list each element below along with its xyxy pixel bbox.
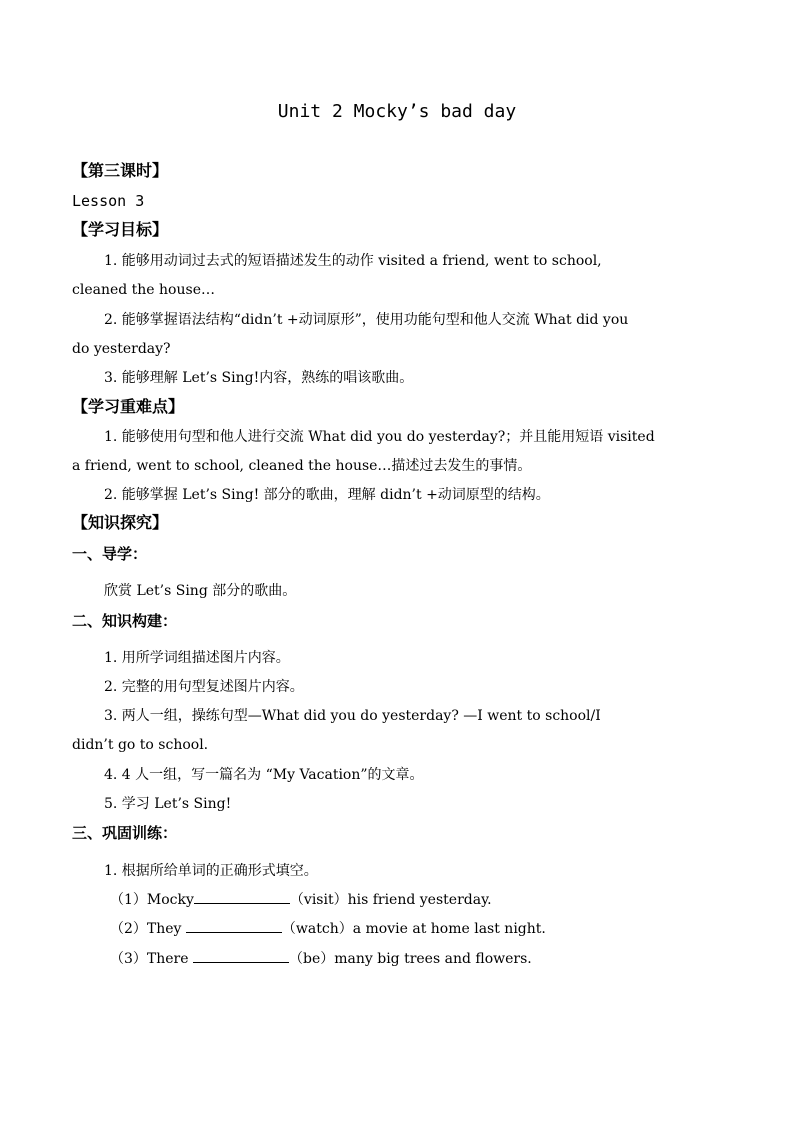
period-heading: 【第三课时】 [72, 161, 169, 180]
section-2-item-4: 4. 4 人一组，写一篇名为 “My Vacation”的文章。 [104, 767, 424, 783]
document-title: Unit 2 Mocky’s bad day [277, 101, 517, 122]
objective-2-line-1: 2. 能够掌握语法结构“didn’t +动词原形”，使用功能句型和他人交流 What did you [104, 312, 629, 328]
section-2-item-1: 1. 用所学词组描述图片内容。 [104, 650, 290, 666]
exercise-2 [110, 919, 546, 939]
section-3-item-1: 1. 根据所给单词的正确形式填空。 [104, 863, 318, 879]
exercise-3 [110, 949, 532, 969]
section-1-heading: 一、导学： [72, 545, 148, 563]
section-2-heading: 二、知识构建： [72, 612, 178, 630]
exercise-3-blank[interactable] [193, 949, 289, 963]
exercise-1-blank[interactable] [194, 890, 290, 904]
objective-3: 3. 能够理解 Let’s Sing!内容，熟练的唱该歌曲。 [104, 370, 414, 386]
section-2-item-2: 2. 完整的用句型复述图片内容。 [104, 679, 304, 695]
objective-1-line-1: 1. 能够用动词过去式的短语描述发生的动作 visited a friend, went to school, [104, 253, 602, 269]
exercise-1 [110, 890, 492, 910]
lesson-label: Lesson 3 [72, 192, 145, 210]
exercise-1-prefix: （1）Mocky [110, 892, 194, 908]
section-2-item-3-line-2: didn’t go to school. [72, 737, 209, 753]
key-point-2: 2. 能够掌握 Let’s Sing! 部分的歌曲，理解 didn’t +动词原型的结构。 [104, 487, 550, 503]
key-points-heading: 【学习重难点】 [72, 397, 185, 416]
section-2-item-5: 5. 学习 Let’s Sing! [104, 796, 232, 812]
exercise-3-suffix: （be）many big trees and flowers. [288, 951, 532, 967]
objective-1-line-2: cleaned the house… [72, 282, 215, 298]
exercise-2-blank[interactable] [186, 919, 282, 933]
objective-2-line-2: do yesterday? [72, 341, 171, 357]
exercise-2-suffix: （watch）a movie at home last night. [281, 921, 546, 937]
section-3-heading: 三、巩固训练： [72, 824, 178, 842]
exercise-3-prefix: （3）There [110, 951, 193, 967]
key-point-1-line-2: a friend, went to school, cleaned the house…描述过去发生的事情。 [72, 458, 532, 474]
exploration-heading: 【知识探究】 [72, 513, 169, 532]
objectives-heading: 【学习目标】 [72, 220, 169, 239]
section-2-item-3-line-1: 3. 两人一组，操练句型—What did you do yesterday? —I went to school/I [104, 708, 601, 724]
exercise-2-prefix: （2）They [110, 921, 186, 937]
section-1-text: 欣赏 Let’s Sing 部分的歌曲。 [104, 583, 297, 599]
key-point-1-line-1: 1. 能够使用句型和他人进行交流 What did you do yesterday?；并且能用短语 visited [104, 429, 655, 445]
exercise-1-suffix: （visit）his friend yesterday. [289, 892, 492, 908]
